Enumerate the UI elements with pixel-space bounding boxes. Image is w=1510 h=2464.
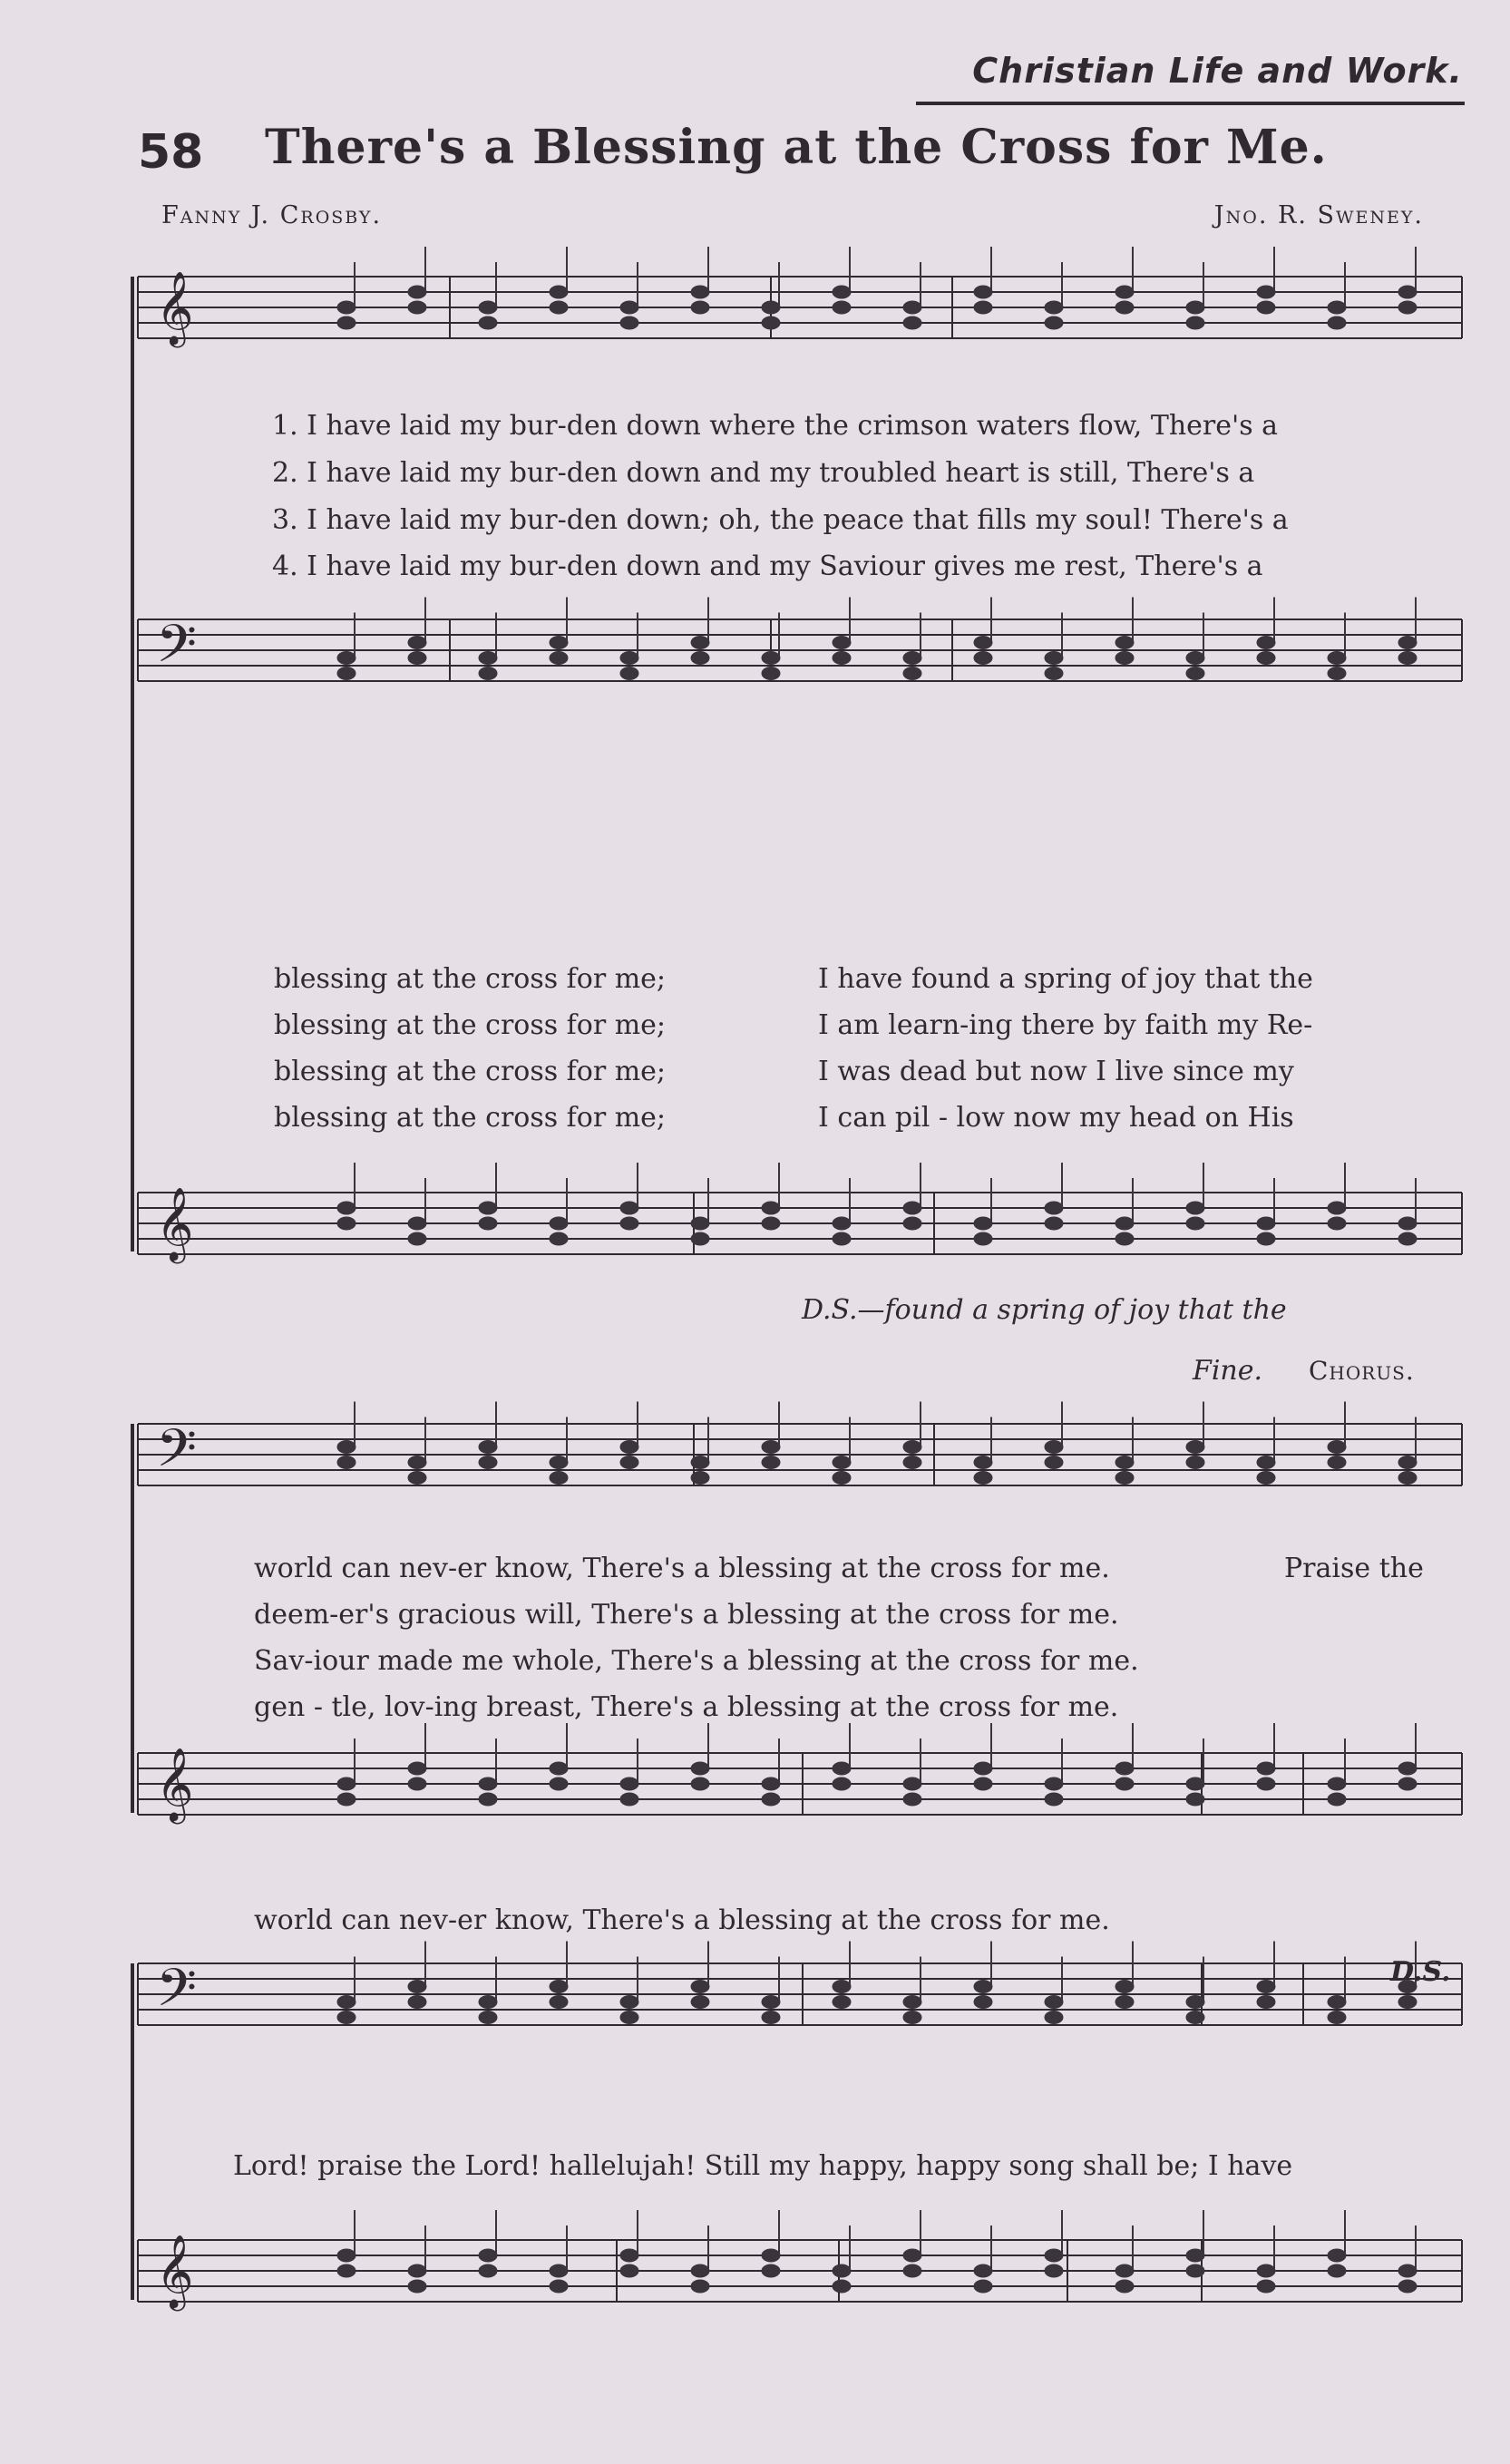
note-head — [1045, 301, 1063, 314]
note-head — [550, 637, 568, 649]
note-head — [691, 2280, 709, 2293]
treble-clef: 𝄞 — [156, 270, 194, 345]
treble-clef: 𝄞 — [156, 1186, 194, 1261]
note-head — [550, 2280, 568, 2293]
note-head — [1398, 301, 1417, 314]
note-head — [1045, 667, 1063, 680]
note-head — [762, 1456, 780, 1469]
note-head — [337, 2264, 356, 2277]
note-head — [1257, 637, 1275, 649]
note-head — [1328, 1441, 1346, 1454]
note-head — [408, 2264, 426, 2277]
note-head — [903, 1793, 921, 1806]
note-head — [974, 1981, 992, 1993]
note-head — [1186, 1202, 1204, 1214]
verse-line: blessing at the cross for me; — [274, 963, 667, 995]
note-head — [550, 1981, 568, 1993]
note-head — [833, 1981, 851, 1993]
note-head — [833, 2280, 851, 2293]
verse-line: Sav-iour made me whole, There's a blessing at the cross for me. — [254, 1645, 1139, 1677]
note-head — [974, 1456, 992, 1469]
note-head — [1115, 637, 1134, 649]
verse-line: blessing at the cross for me; — [274, 1009, 667, 1041]
note-head — [974, 637, 992, 649]
ds-line: D.S.—found a spring of joy that the — [802, 1294, 1287, 1326]
note-head — [974, 286, 992, 298]
note-head — [762, 1793, 780, 1806]
note-head — [620, 2011, 638, 2024]
note-head — [479, 2249, 497, 2262]
note-head — [620, 1441, 638, 1454]
note-head — [1186, 317, 1204, 329]
note-head — [1398, 1232, 1417, 1245]
note-head — [1398, 1762, 1417, 1775]
note-head — [833, 1777, 851, 1790]
note-head — [1398, 2264, 1417, 2277]
note-head — [1186, 652, 1204, 665]
note-head — [762, 1996, 780, 2009]
note-head — [1257, 1472, 1275, 1485]
note-head — [620, 2264, 638, 2277]
note-head — [550, 1472, 568, 1485]
note-head — [479, 1996, 497, 2009]
note-head — [1186, 1996, 1204, 2009]
note-head — [620, 1996, 638, 2009]
note-head — [1398, 2280, 1417, 2293]
note-head — [1257, 286, 1275, 298]
note-head — [974, 1762, 992, 1775]
note-head — [337, 652, 356, 665]
note-head — [903, 301, 921, 314]
note-head — [1257, 1456, 1275, 1469]
section-header: Christian Life and Work. — [972, 51, 1463, 91]
note-head — [1328, 2249, 1346, 2262]
note-head — [550, 1777, 568, 1790]
note-head — [1115, 1456, 1134, 1469]
note-head — [1045, 2249, 1063, 2262]
note-head — [833, 1472, 851, 1485]
note-head — [1045, 1777, 1063, 1790]
note-head — [762, 2264, 780, 2277]
note-head — [1398, 1777, 1417, 1790]
note-head — [1257, 1232, 1275, 1245]
note-head — [974, 1472, 992, 1485]
note-head — [903, 2011, 921, 2024]
note-head — [833, 652, 851, 665]
note-head — [691, 286, 709, 298]
note-head — [974, 1996, 992, 2009]
note-head — [691, 652, 709, 665]
note-head — [1328, 1202, 1346, 1214]
note-head — [620, 2249, 638, 2262]
note-head — [1045, 1996, 1063, 2009]
note-head — [1328, 301, 1346, 314]
note-head — [1328, 667, 1346, 680]
note-head — [833, 1456, 851, 1469]
verse-line: world can nev-er know, There's a blessing at the cross for me. — [254, 1553, 1110, 1584]
note-head — [1115, 301, 1134, 314]
note-head — [974, 301, 992, 314]
note-head — [903, 2249, 921, 2262]
note-head — [337, 1441, 356, 1454]
note-head — [974, 1232, 992, 1245]
note-head — [833, 286, 851, 298]
note-head — [1115, 2264, 1134, 2277]
note-head — [1257, 1981, 1275, 1993]
note-head — [550, 286, 568, 298]
note-head — [408, 637, 426, 649]
note-head — [1328, 1996, 1346, 2009]
note-head — [1257, 1996, 1275, 2009]
note-head — [1045, 1456, 1063, 1469]
hymn-number: 58 — [138, 125, 204, 180]
note-head — [408, 1777, 426, 1790]
lyricist-credit: Fanny J. Crosby. — [161, 201, 383, 229]
note-head — [337, 1996, 356, 2009]
chorus-mark: Chorus. — [1309, 1356, 1415, 1386]
fine-mark: Fine. — [1193, 1355, 1263, 1387]
note-head — [903, 1202, 921, 1214]
verse-line: I am learn-ing there by faith my Re- — [818, 1009, 1313, 1041]
note-head — [691, 2264, 709, 2277]
note-head — [691, 1981, 709, 1993]
note-head — [1328, 2264, 1346, 2277]
note-head — [833, 637, 851, 649]
note-head — [1186, 2264, 1204, 2277]
note-head — [691, 1217, 709, 1230]
chorus-lyric: Praise the — [1284, 1553, 1424, 1584]
note-head — [1186, 1217, 1204, 1230]
note-head — [550, 1996, 568, 2009]
note-head — [1328, 1777, 1346, 1790]
note-head — [479, 2011, 497, 2024]
note-head — [833, 1762, 851, 1775]
note-head — [479, 317, 497, 329]
bass-clef: 𝄢 — [156, 1417, 198, 1492]
note-head — [479, 1441, 497, 1454]
note-head — [337, 1217, 356, 1230]
note-head — [974, 2280, 992, 2293]
note-head — [1045, 1793, 1063, 1806]
note-head — [1257, 1777, 1275, 1790]
note-head — [691, 1777, 709, 1790]
note-head — [337, 2249, 356, 2262]
note-head — [833, 2264, 851, 2277]
note-head — [408, 652, 426, 665]
note-head — [833, 301, 851, 314]
note-head — [550, 301, 568, 314]
note-head — [762, 317, 780, 329]
note-head — [903, 1217, 921, 1230]
note-head — [691, 1456, 709, 1469]
note-head — [408, 1996, 426, 2009]
note-head — [620, 1456, 638, 1469]
ds-mark: D.S. — [1390, 1956, 1451, 1988]
note-head — [1115, 1777, 1134, 1790]
note-head — [974, 1777, 992, 1790]
note-head — [337, 1777, 356, 1790]
note-head — [620, 667, 638, 680]
note-head — [337, 1793, 356, 1806]
note-head — [762, 301, 780, 314]
verse-line: I have found a spring of joy that the — [818, 963, 1313, 995]
note-head — [550, 1762, 568, 1775]
note-head — [1257, 2280, 1275, 2293]
bass-clef: 𝄢 — [156, 613, 198, 687]
note-head — [974, 1217, 992, 1230]
bass-clef: 𝄢 — [156, 1957, 198, 2031]
verse-line: Lord! praise the Lord! hallelujah! Still my happy, happy song shall be; I have — [233, 2150, 1293, 2182]
note-head — [479, 652, 497, 665]
note-head — [974, 652, 992, 665]
note-head — [337, 301, 356, 314]
note-head — [620, 1202, 638, 1214]
note-head — [903, 2264, 921, 2277]
note-head — [1186, 667, 1204, 680]
note-head — [408, 2280, 426, 2293]
note-head — [550, 652, 568, 665]
note-head — [1186, 1793, 1204, 1806]
note-head — [1115, 1996, 1134, 2009]
note-head — [974, 2264, 992, 2277]
note-head — [903, 667, 921, 680]
note-head — [1045, 2264, 1063, 2277]
note-head — [903, 1777, 921, 1790]
verse-line: I was dead but now I live since my — [818, 1056, 1294, 1087]
composer-credit: Jno. R. Sweney. — [1213, 201, 1424, 229]
note-head — [479, 1217, 497, 1230]
note-head — [762, 2011, 780, 2024]
note-head — [1115, 1232, 1134, 1245]
note-head — [1186, 1456, 1204, 1469]
note-head — [620, 317, 638, 329]
note-head — [691, 1996, 709, 2009]
note-head — [1186, 2011, 1204, 2024]
note-head — [1115, 286, 1134, 298]
note-head — [337, 2011, 356, 2024]
note-head — [691, 1232, 709, 1245]
note-head — [408, 301, 426, 314]
note-head — [903, 652, 921, 665]
note-head — [1115, 1472, 1134, 1485]
verse-line: 3. I have laid my bur-den down; oh, the peace that fills my soul! There's a — [272, 504, 1289, 536]
note-head — [1398, 286, 1417, 298]
note-head — [1328, 652, 1346, 665]
note-head — [1398, 1996, 1417, 2009]
verse-line: blessing at the cross for me; — [274, 1102, 667, 1134]
note-head — [762, 1441, 780, 1454]
note-head — [1045, 1202, 1063, 1214]
note-head — [1398, 637, 1417, 649]
note-head — [337, 1456, 356, 1469]
note-head — [408, 1217, 426, 1230]
note-head — [833, 1996, 851, 2009]
note-head — [691, 637, 709, 649]
note-head — [1115, 1217, 1134, 1230]
note-head — [408, 1981, 426, 1993]
note-head — [903, 317, 921, 329]
note-head — [1257, 1762, 1275, 1775]
note-head — [479, 1777, 497, 1790]
note-head — [479, 1456, 497, 1469]
verse-line: 1. I have laid my bur-den down where the crimson waters flow, There's a — [272, 410, 1279, 442]
verse-line: 4. I have laid my bur-den down and my Saviour gives me rest, There's a — [272, 550, 1263, 582]
hymn-title: There's a Blessing at the Cross for Me. — [265, 120, 1328, 175]
note-head — [1045, 1217, 1063, 1230]
note-head — [762, 667, 780, 680]
note-head — [691, 1762, 709, 1775]
note-head — [1328, 1793, 1346, 1806]
note-head — [1328, 1217, 1346, 1230]
note-head — [550, 1232, 568, 1245]
note-head — [479, 1793, 497, 1806]
note-head — [903, 1456, 921, 1469]
note-head — [1186, 1777, 1204, 1790]
note-head — [620, 1793, 638, 1806]
note-head — [1045, 1441, 1063, 1454]
note-head — [762, 2249, 780, 2262]
note-head — [903, 1441, 921, 1454]
note-head — [1398, 1456, 1417, 1469]
note-head — [550, 1456, 568, 1469]
note-head — [691, 1472, 709, 1485]
note-head — [1257, 1217, 1275, 1230]
treble-clef: 𝄞 — [156, 1747, 194, 1821]
note-head — [762, 652, 780, 665]
note-head — [1115, 1981, 1134, 1993]
note-head — [408, 1456, 426, 1469]
note-head — [1257, 301, 1275, 314]
verse-line: gen - tle, lov-ing breast, There's a blessing at the cross for me. — [254, 1691, 1119, 1723]
note-head — [550, 2264, 568, 2277]
note-head — [479, 2264, 497, 2277]
note-head — [337, 667, 356, 680]
note-head — [550, 1217, 568, 1230]
note-head — [620, 301, 638, 314]
note-head — [1115, 652, 1134, 665]
note-head — [408, 1762, 426, 1775]
treble-clef: 𝄞 — [156, 2234, 194, 2308]
note-head — [762, 1217, 780, 1230]
note-head — [691, 301, 709, 314]
note-head — [408, 1232, 426, 1245]
note-head — [1398, 1472, 1417, 1485]
note-head — [762, 1202, 780, 1214]
note-head — [833, 1217, 851, 1230]
verse-line: blessing at the cross for me; — [274, 1056, 667, 1087]
under-line: world can nev-er know, There's a blessing at the cross for me. — [254, 1904, 1110, 1936]
note-head — [1045, 2011, 1063, 2024]
note-head — [408, 286, 426, 298]
note-head — [833, 1232, 851, 1245]
verse-line: 2. I have laid my bur-den down and my troubled heart is still, There's a — [272, 457, 1255, 489]
note-head — [337, 1202, 356, 1214]
note-head — [1115, 1762, 1134, 1775]
note-head — [479, 1202, 497, 1214]
verse-line: I can pil - low now my head on His — [818, 1102, 1294, 1134]
note-head — [1045, 317, 1063, 329]
note-head — [337, 317, 356, 329]
note-head — [620, 1777, 638, 1790]
note-head — [1186, 2249, 1204, 2262]
note-head — [1186, 1441, 1204, 1454]
note-head — [1328, 1456, 1346, 1469]
note-head — [479, 301, 497, 314]
note-head — [1328, 317, 1346, 329]
note-head — [620, 1217, 638, 1230]
note-head — [1045, 652, 1063, 665]
note-head — [1186, 301, 1204, 314]
note-head — [479, 667, 497, 680]
note-head — [1398, 1217, 1417, 1230]
note-head — [1328, 2011, 1346, 2024]
note-head — [1257, 652, 1275, 665]
note-head — [408, 1472, 426, 1485]
note-head — [620, 652, 638, 665]
note-head — [1115, 2280, 1134, 2293]
note-head — [903, 1996, 921, 2009]
note-head — [1257, 2264, 1275, 2277]
note-head — [762, 1777, 780, 1790]
verse-line: deem-er's gracious will, There's a blessing at the cross for me. — [254, 1599, 1119, 1631]
note-head — [1398, 652, 1417, 665]
